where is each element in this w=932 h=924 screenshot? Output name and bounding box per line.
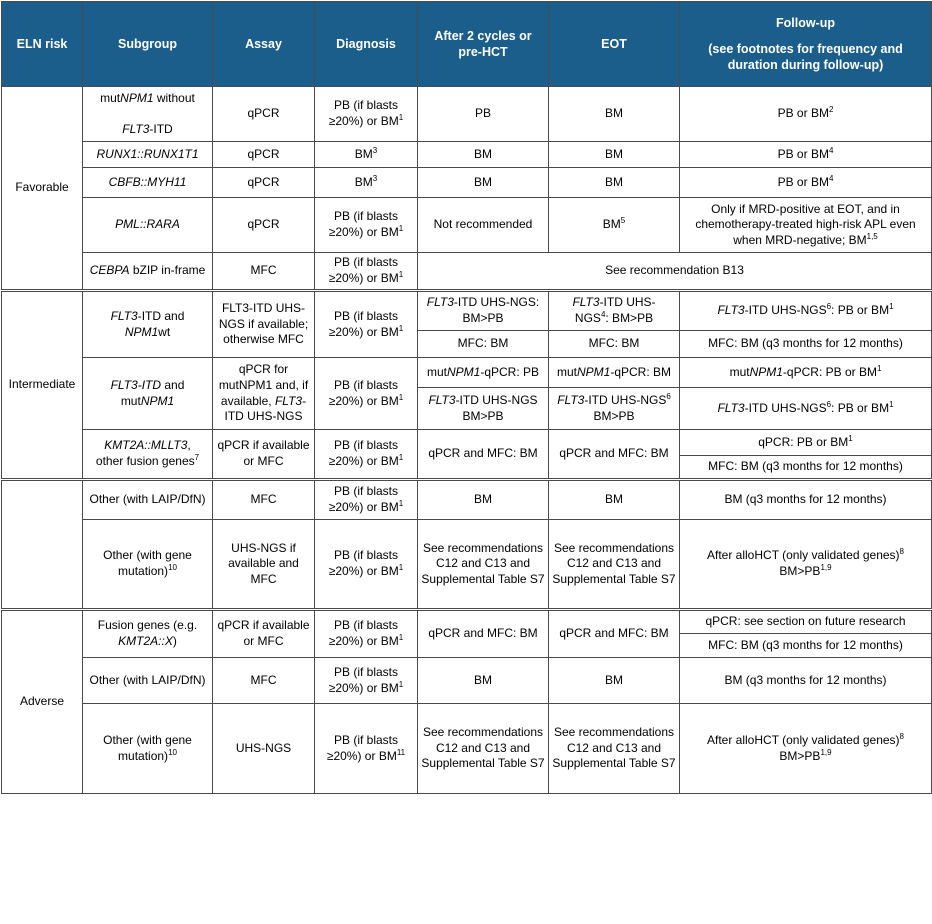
eot-cell: BM (549, 480, 680, 520)
assay-cell: UHS-NGS (213, 704, 315, 794)
header-row (2, 2, 932, 87)
after-cell: BM (418, 168, 549, 198)
after-cell: BM (418, 142, 549, 168)
after-cell: FLT3-ITD UHS-NGS BM>PB (418, 388, 549, 430)
assay-cell: qPCR if available or MFC (213, 610, 315, 658)
assay-cell: qPCR for mutNPM1 and, if available, FLT3- ITD UHS-NGS (213, 358, 315, 430)
followup-cell: MFC: BM (q3 months for 12 months) (680, 331, 932, 358)
eot-cell: FLT3-ITD UHS- NGS$^4$: BM>PB (549, 291, 680, 331)
after-cell: Not recommended (418, 198, 549, 253)
assay-cell: qPCR (213, 198, 315, 253)
subgroup-cell: FLT3-ITD and mutNPM1 (83, 358, 213, 430)
assay-cell: qPCR (213, 168, 315, 198)
eot-cell: FLT3-ITD UHS-NGS$^6$ BM>PB (549, 388, 680, 430)
followup-cell: mutNPM1-qPCR: PB or $BM^1$ (680, 358, 932, 388)
after-cell: BM (418, 658, 549, 704)
followup-cell: MFC: BM (q3 months for 12 months) (680, 634, 932, 658)
assay-cell: FLT3-ITD UHS-NGS if available; otherwise MFC (213, 291, 315, 358)
after-cell: See recommendations C12 and C13 and Supplemental Table S7 (418, 520, 549, 610)
eot-cell: BM (549, 168, 680, 198)
followup-cell: qPCR: PB or $BM^1$ (680, 430, 932, 456)
eln-risk-favorable: Favorable (2, 87, 83, 291)
subgroup-cell: PML::RARA (83, 198, 213, 253)
eot-cell: $BM^5$ (549, 198, 680, 253)
eot-cell: mutNPM1-qPCR: BM (549, 358, 680, 388)
table-row (2, 198, 932, 253)
subgroup-cell: Fusion genes (e.g. KMT2A::X) (83, 610, 213, 658)
diagnosis-cell: PB (if blasts ≥20%) or $BM^1$ (315, 610, 418, 658)
header-subgroup: Subgroup (83, 2, 213, 87)
diagnosis-cell: $BM^3$ (315, 168, 418, 198)
after-cell: qPCR and MFC: BM (418, 610, 549, 658)
subgroup-cell: KMT2A::MLLT3, other fusion genes$^7$ (83, 430, 213, 480)
subgroup-cell: Other (with LAIP/DfN) (83, 480, 213, 520)
followup-cell: PB or $BM^4$ (680, 142, 932, 168)
after-cell: mutNPM1-qPCR: PB (418, 358, 549, 388)
followup-cell: FLT3-ITD UHS-NGS$^6$: PB or $BM^1$ (680, 291, 932, 331)
table-row (2, 480, 932, 520)
header-diagnosis: Diagnosis (315, 2, 418, 87)
after-cell: qPCR and MFC: BM (418, 430, 549, 480)
after-cell: FLT3-ITD UHS-NGS: BM>PB (418, 291, 549, 331)
eln-risk-empty (2, 480, 83, 610)
subgroup-cell: FLT3-ITD and NPM1wt (83, 291, 213, 358)
table-row (2, 291, 932, 331)
table-row (2, 87, 932, 142)
eot-cell: qPCR and MFC: BM (549, 610, 680, 658)
table-row (2, 358, 932, 388)
header-follow-up (680, 2, 932, 87)
followup-cell: After alloHCT (only validated genes)$^8$ BM>PB$^{1,9}$ (680, 704, 932, 794)
after-cell: PB (418, 87, 549, 142)
subgroup-cell: CBFB::MYH11 (83, 168, 213, 198)
diagnosis-cell: PB (if blasts ≥20%) or $BM^1$ (315, 658, 418, 704)
header-follow-up-note: (see footnotes for frequency and duration during follow-up) (708, 41, 903, 73)
subgroup-cell: CEBPA bZIP in-frame (83, 253, 213, 291)
table-row (2, 658, 932, 704)
followup-cell: MFC: BM (q3 months for 12 months) (680, 456, 932, 480)
assay-cell: UHS-NGS if available and MFC (213, 520, 315, 610)
diagnosis-cell: $BM^3$ (315, 142, 418, 168)
after-cell: See recommendations C12 and C13 and Supplemental Table S7 (418, 704, 549, 794)
eot-cell: MFC: BM (549, 331, 680, 358)
diagnosis-cell: PB (if blasts ≥20%) or $BM^1$ (315, 520, 418, 610)
header-assay: Assay (213, 2, 315, 87)
table-row (2, 168, 932, 198)
see-recommendation-cell: See recommendation B13 (418, 253, 932, 291)
table-row (2, 430, 932, 456)
assay-cell: MFC (213, 253, 315, 291)
followup-cell: BM (q3 months for 12 months) (680, 480, 932, 520)
header-after-2-cycles: After 2 cycles or pre-HCT (418, 2, 549, 87)
header-follow-up-title: Follow-up (775, 15, 835, 30)
eot-cell: See recommendations C12 and C13 and Supplemental Table S7 (549, 704, 680, 794)
after-cell: BM (418, 480, 549, 520)
eot-cell: qPCR and MFC: BM (549, 430, 680, 480)
eot-cell: BM (549, 142, 680, 168)
table-row (2, 704, 932, 794)
table-row (2, 520, 932, 610)
header-eot: EOT (549, 2, 680, 87)
subgroup-cell: Other (with gene mutation)$^{10}$ (83, 520, 213, 610)
after-cell: MFC: BM (418, 331, 549, 358)
assay-cell: MFC (213, 480, 315, 520)
diagnosis-cell: PB (if blasts ≥20%) or $BM^1$ (315, 253, 418, 291)
eln-risk-adverse: Adverse (2, 610, 83, 794)
followup-cell: qPCR: see section on future research (680, 610, 932, 634)
subgroup-cell: Other (with gene mutation)$^{10}$ (83, 704, 213, 794)
followup-cell: BM (q3 months for 12 months) (680, 658, 932, 704)
followup-cell: After alloHCT (only validated genes)$^8$ BM>PB$^{1,9}$ (680, 520, 932, 610)
subgroup-cell: RUNX1::RUNX1T1 (83, 142, 213, 168)
mrd-recommendations-table (1, 1, 932, 794)
assay-cell: qPCR (213, 87, 315, 142)
subgroup-cell: mutNPM1 without FLT3-ITD (83, 87, 213, 142)
assay-cell: qPCR if available or MFC (213, 430, 315, 480)
followup-cell: Only if MRD-positive at EOT, and in chemotherapy-treated high-risk APL even when MRD-negative; BM$^{1,5}$ (680, 198, 932, 253)
eot-cell: See recommendations C12 and C13 and Supplemental Table S7 (549, 520, 680, 610)
diagnosis-cell: PB (if blasts ≥20%) or $BM^1$ (315, 480, 418, 520)
eln-risk-intermediate: Intermediate (2, 291, 83, 480)
eot-cell: BM (549, 658, 680, 704)
table-row (2, 610, 932, 634)
table-row (2, 253, 932, 291)
assay-cell: MFC (213, 658, 315, 704)
eot-cell: BM (549, 87, 680, 142)
followup-cell: PB or $BM^2$ (680, 87, 932, 142)
assay-cell: qPCR (213, 142, 315, 168)
followup-cell: PB or $BM^4$ (680, 168, 932, 198)
diagnosis-cell: PB (if blasts ≥20%) or $BM^1$ (315, 358, 418, 430)
diagnosis-cell: PB (if blasts ≥20%) or $BM^1$ (315, 291, 418, 358)
diagnosis-cell: PB (if blasts ≥20%) or BM$^{11}$ (315, 704, 418, 794)
diagnosis-cell: PB (if blasts ≥20%) or $BM^1$ (315, 198, 418, 253)
followup-cell: FLT3-ITD UHS-NGS$^6$: PB or $BM^1$ (680, 388, 932, 430)
diagnosis-cell: PB (if blasts ≥20%) or $BM^1$ (315, 87, 418, 142)
table-row (2, 142, 932, 168)
header-eln-risk: ELN risk (2, 2, 83, 87)
subgroup-cell: Other (with LAIP/DfN) (83, 658, 213, 704)
diagnosis-cell: PB (if blasts ≥20%) or $BM^1$ (315, 430, 418, 480)
